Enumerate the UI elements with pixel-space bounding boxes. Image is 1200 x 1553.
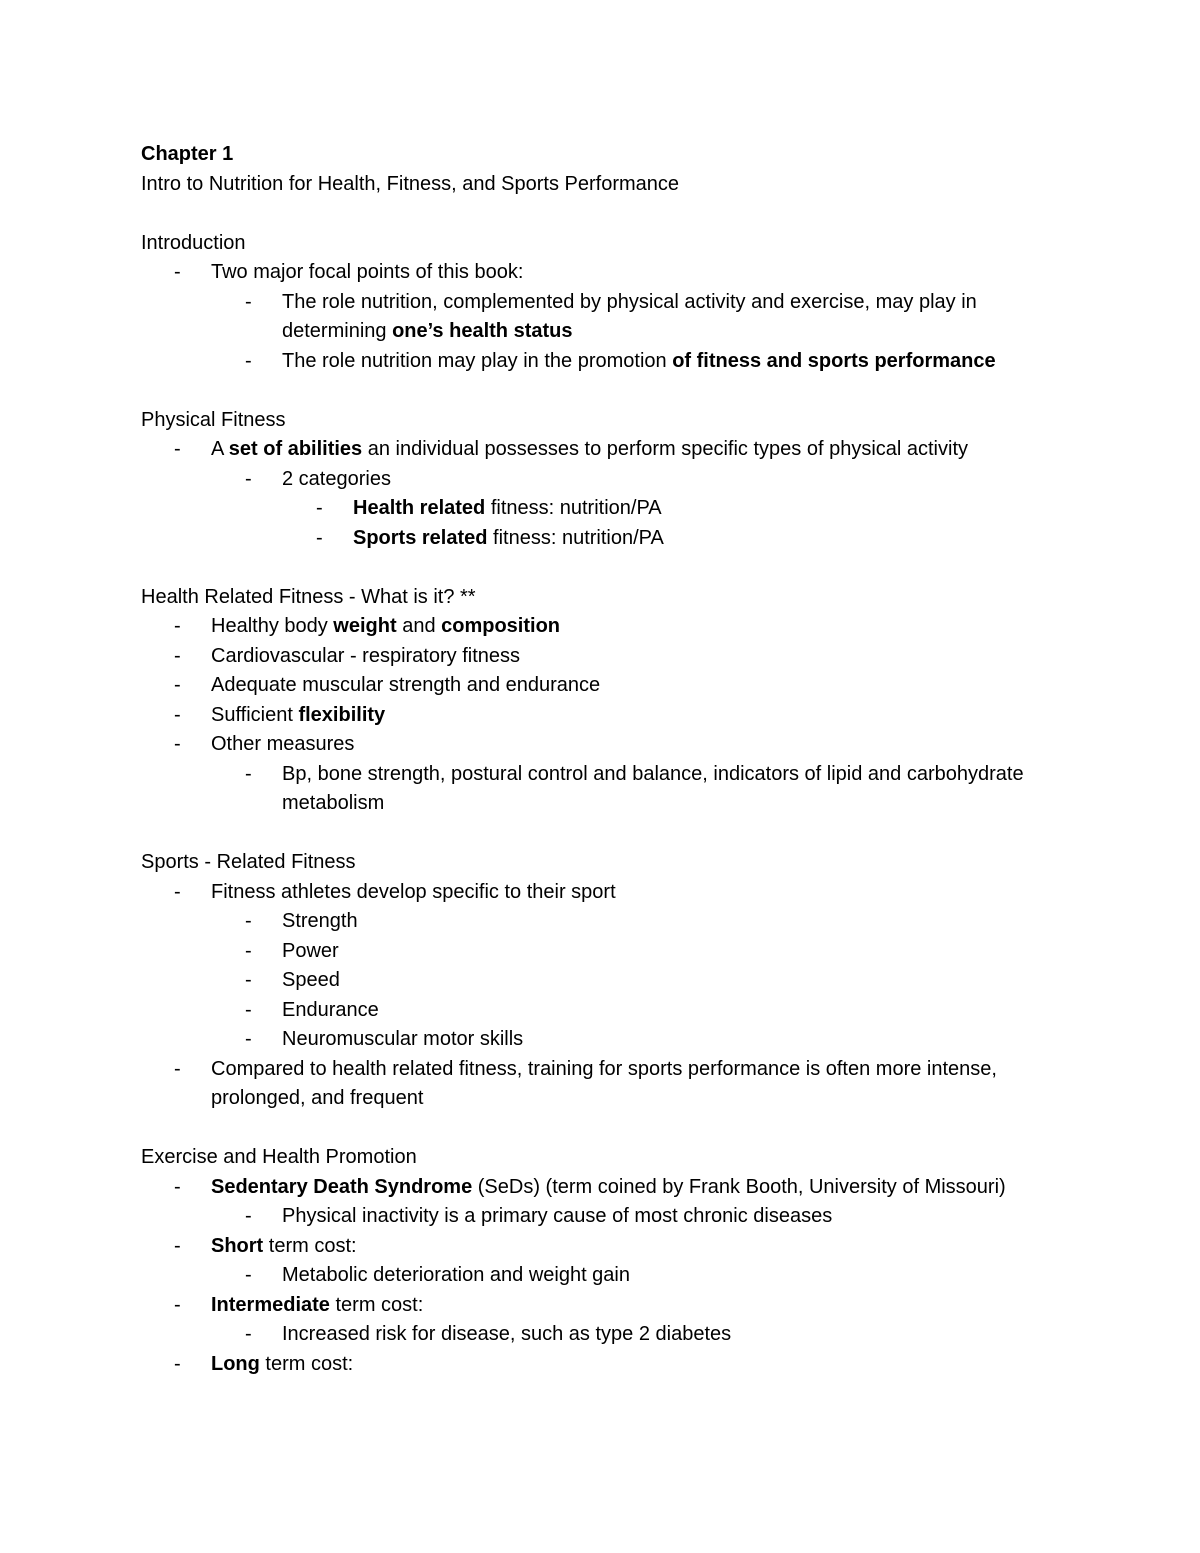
text: (SeDs) (term coined by Frank Booth, University of Missouri) <box>472 1175 1006 1198</box>
text: Strength <box>282 910 358 932</box>
dash-bullet-icon: - <box>174 1352 181 1375</box>
dash-bullet-icon: - <box>174 703 181 726</box>
text: The role nutrition may play in the promotion <box>282 349 673 372</box>
bullet-item-level-1 <box>141 878 1081 908</box>
bullet-item-level-2 <box>141 1202 1081 1232</box>
bullet-item-level-1 <box>141 435 1081 465</box>
bullet-item-level-1 <box>141 1173 1081 1203</box>
bullet-item-level-2 <box>141 966 1081 996</box>
bullet-item-level-2 <box>141 347 1081 377</box>
dash-bullet-icon: - <box>245 762 252 785</box>
section-heading: Health Related Fitness - What is it? ** <box>141 585 476 608</box>
section-heading: Exercise and Health Promotion <box>141 1146 417 1168</box>
bullet-item-level-3 <box>141 524 1081 554</box>
bold-text: composition <box>441 615 561 637</box>
bullet-item-level-3 <box>141 494 1081 524</box>
text: term cost: <box>329 1293 424 1316</box>
dash-bullet-icon: - <box>174 644 181 667</box>
bold-text: Health related <box>353 497 486 519</box>
chapter-title: Chapter 1 <box>141 143 234 165</box>
bullet-item-level-2 <box>141 760 1081 819</box>
bold-text: set of abilities <box>228 438 363 460</box>
dash-bullet-icon: - <box>174 1057 181 1080</box>
bold-text: Long <box>211 1352 260 1375</box>
dash-bullet-icon: - <box>245 939 252 962</box>
bold-text: flexibility <box>298 703 386 726</box>
dash-bullet-icon: - <box>174 674 181 696</box>
section-heading: Intro to Nutrition for Health, Fitness, and Sports Performance <box>141 172 680 195</box>
text: term cost: <box>259 1352 354 1375</box>
bold-text: Sedentary Death Syndrome <box>211 1175 473 1198</box>
bullet-item-level-2 <box>141 937 1081 967</box>
text: Physical inactivity is a primary cause of most chronic diseases <box>282 1205 833 1227</box>
dash-bullet-icon: - <box>174 615 181 637</box>
text: The role nutrition, complemented by physical activity and exercise, may play in determining <box>282 290 977 342</box>
bold-text: Short <box>211 1234 264 1257</box>
bullet-item-level-1 <box>141 730 1081 760</box>
bullet-item-level-1 <box>141 642 1081 672</box>
text: Fitness athletes develop specific to their sport <box>211 880 616 903</box>
text: Speed <box>282 969 340 991</box>
dash-bullet-icon: - <box>245 290 252 313</box>
blank-line <box>141 819 1081 849</box>
bullet-item-level-2 <box>141 1320 1081 1350</box>
bullet-item-level-2 <box>141 907 1081 937</box>
bullet-item-level-1 <box>141 1055 1081 1114</box>
dash-bullet-icon: - <box>316 497 323 519</box>
text: Neuromuscular motor skills <box>282 1028 524 1050</box>
text: Power <box>282 939 339 962</box>
blank-line <box>141 376 1081 406</box>
section-heading: Physical Fitness <box>141 408 286 431</box>
text: Increased risk for disease, such as type 2 diabetes <box>282 1323 732 1345</box>
bullet-item-level-2 <box>141 1261 1081 1291</box>
dash-bullet-icon: - <box>174 1293 181 1316</box>
dash-bullet-icon: - <box>245 1323 252 1345</box>
text: Sufficient <box>211 703 299 726</box>
bold-text: Sports related <box>353 526 488 549</box>
text: fitness: nutrition/PA <box>485 497 662 519</box>
dash-bullet-icon: - <box>174 261 181 283</box>
bullet-item-level-1 <box>141 258 1081 288</box>
blank-line <box>141 553 1081 583</box>
text: Healthy body <box>211 615 334 637</box>
bullet-item-level-1 <box>141 701 1081 731</box>
text: Metabolic deterioration and weight gain <box>282 1264 630 1286</box>
dash-bullet-icon: - <box>245 1205 252 1227</box>
dash-bullet-icon: - <box>245 1028 252 1050</box>
section-heading: Sports - Related Fitness <box>141 851 356 873</box>
text: Adequate muscular strength and endurance <box>211 674 601 696</box>
dash-bullet-icon: - <box>174 1175 181 1198</box>
dash-bullet-icon: - <box>316 526 323 549</box>
text: A <box>211 438 229 460</box>
bullet-item-level-1 <box>141 671 1081 701</box>
dash-bullet-icon: - <box>245 467 252 490</box>
text: term cost: <box>263 1234 357 1257</box>
dash-bullet-icon: - <box>245 349 252 372</box>
dash-bullet-icon: - <box>174 1234 181 1257</box>
bullet-item-level-1 <box>141 612 1081 642</box>
bold-text: Intermediate <box>211 1293 330 1316</box>
text: Cardiovascular - respiratory fitness <box>211 644 520 667</box>
dash-bullet-icon: - <box>245 910 252 932</box>
blank-line <box>141 1114 1081 1144</box>
dash-bullet-icon: - <box>245 969 252 991</box>
text: Two major focal points of this book: <box>211 261 524 283</box>
document-page <box>141 140 1081 1379</box>
blank-line <box>141 199 1081 229</box>
bullet-item-level-1 <box>141 1350 1081 1380</box>
text: Endurance <box>282 998 379 1021</box>
text: Other measures <box>211 733 355 755</box>
bullet-item-level-1 <box>141 1232 1081 1262</box>
bullet-item-level-2 <box>141 1025 1081 1055</box>
dash-bullet-icon: - <box>174 733 181 755</box>
bullet-item-level-2 <box>141 465 1081 495</box>
bold-text: weight <box>333 615 397 637</box>
dash-bullet-icon: - <box>245 1264 252 1286</box>
text: an individual possesses to perform specific types of physical activity <box>362 438 969 460</box>
bullet-item-level-2 <box>141 288 1081 347</box>
text: 2 categories <box>282 467 391 490</box>
bold-text: of fitness and sports performance <box>672 349 996 372</box>
bullet-item-level-1 <box>141 1291 1081 1321</box>
text: Bp, bone strength, postural control and balance, indicators of lipid and carbohydrate metabolism <box>282 762 1024 814</box>
dash-bullet-icon: - <box>174 880 181 903</box>
text: Compared to health related fitness, training for sports performance is often more intense, prolonged, and frequent <box>211 1057 997 1109</box>
bold-text: one’s health status <box>392 320 573 342</box>
text: fitness: nutrition/PA <box>487 526 664 549</box>
bullet-item-level-2 <box>141 996 1081 1026</box>
text: and <box>396 615 442 637</box>
dash-bullet-icon: - <box>174 438 181 460</box>
dash-bullet-icon: - <box>245 998 252 1021</box>
section-heading: Introduction <box>141 231 246 254</box>
